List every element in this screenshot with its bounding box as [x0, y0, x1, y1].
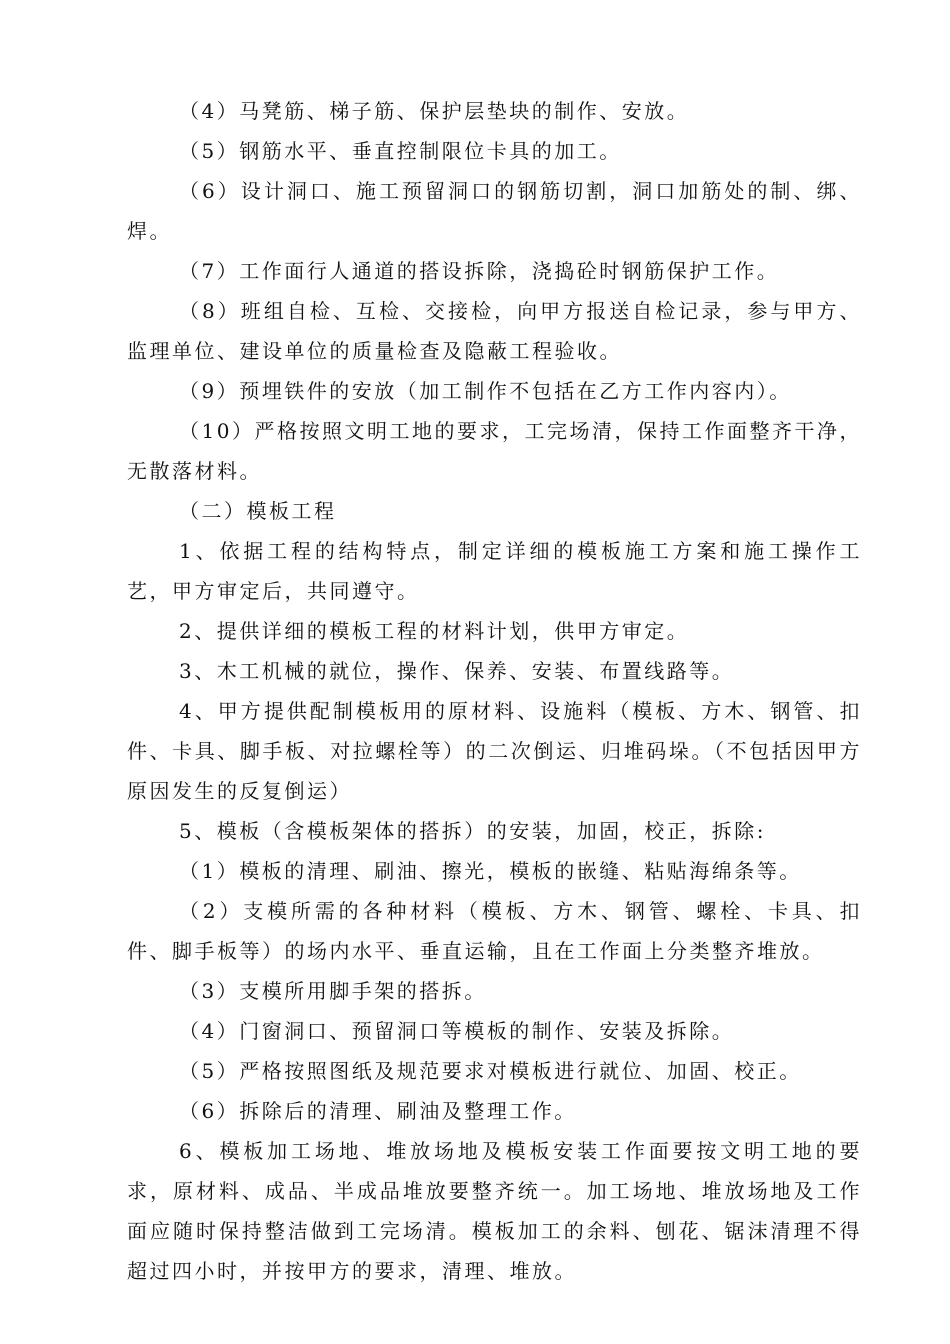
paragraph: （6）设计洞口、施工预留洞口的钢筋切割，洞口加筋处的制、绑、焊。 [127, 179, 862, 243]
paragraph: （7）工作面行人通道的搭设拆除，浇捣砼时钢筋保护工作。 [179, 259, 780, 283]
paragraph: （6）拆除后的清理、刷油及整理工作。 [179, 1099, 577, 1123]
paragraph: （9）预埋铁件的安放（加工制作不包括在乙方工作内容内）。 [179, 379, 792, 403]
paragraph: （4）马凳筋、梯子筋、保护层垫块的制作、安放。 [179, 99, 690, 123]
paragraph: （10）严格按照文明工地的要求，工完场清，保持工作面整齐干净，无散落材料。 [127, 419, 862, 483]
paragraph: （4）门窗洞口、预留洞口等模板的制作、安装及拆除。 [179, 1019, 735, 1043]
section-heading: （二）模板工程 [179, 499, 337, 523]
paragraph: （5）严格按照图纸及规范要求对模板进行就位、加固、校正。 [179, 1059, 802, 1083]
paragraph: （2）支模所需的各种材料（模板、方木、钢管、螺栓、卡具、扣件、脚手板等）的场内水平、垂直运输，且在工作面上分类整齐堆放。 [127, 899, 862, 963]
paragraph: 1、依据工程的结构特点，制定详细的模板施工方案和施工操作工艺，甲方审定后，共同遵守。 [127, 539, 862, 603]
document-body [127, 91, 862, 1291]
paragraph: （5）钢筋水平、垂直控制限位卡具的加工。 [179, 139, 622, 163]
paragraph: 4、甲方提供配制模板用的原材料、设施料（模板、方木、钢管、扣件、卡具、脚手板、对拉螺栓等）的二次倒运、归堆码垛。（不包括因甲方原因发生的反复倒运） [127, 699, 862, 803]
paragraph: 3、木工机械的就位，操作、保养、安装、布置线路等。 [179, 659, 735, 683]
paragraph: （3）支模所用脚手架的搭拆。 [179, 979, 487, 1003]
paragraph: 5、模板（含模板架体的搭拆）的安装，加固，校正，拆除: [179, 819, 766, 843]
paragraph: （8）班组自检、互检、交接检，向甲方报送自检记录，参与甲方、监理单位、建设单位的质量检查及隐蔽工程验收。 [127, 299, 862, 363]
paragraph: 2、提供详细的模板工程的材料计划，供甲方审定。 [179, 619, 690, 643]
paragraph: （1）模板的清理、刷油、擦光，模板的嵌缝、粘贴海绵条等。 [179, 859, 802, 883]
paragraph: 6、模板加工场地、堆放场地及模板安装工作面要按文明工地的要求，原材料、成品、半成品堆放要整齐统一。加工场地、堆放场地及工作面应随时保持整洁做到工完场清。模板加工的余料、刨花、锯沫清理不得超过四小时，并按甲方的要求，清理、堆放。 [127, 1139, 862, 1283]
